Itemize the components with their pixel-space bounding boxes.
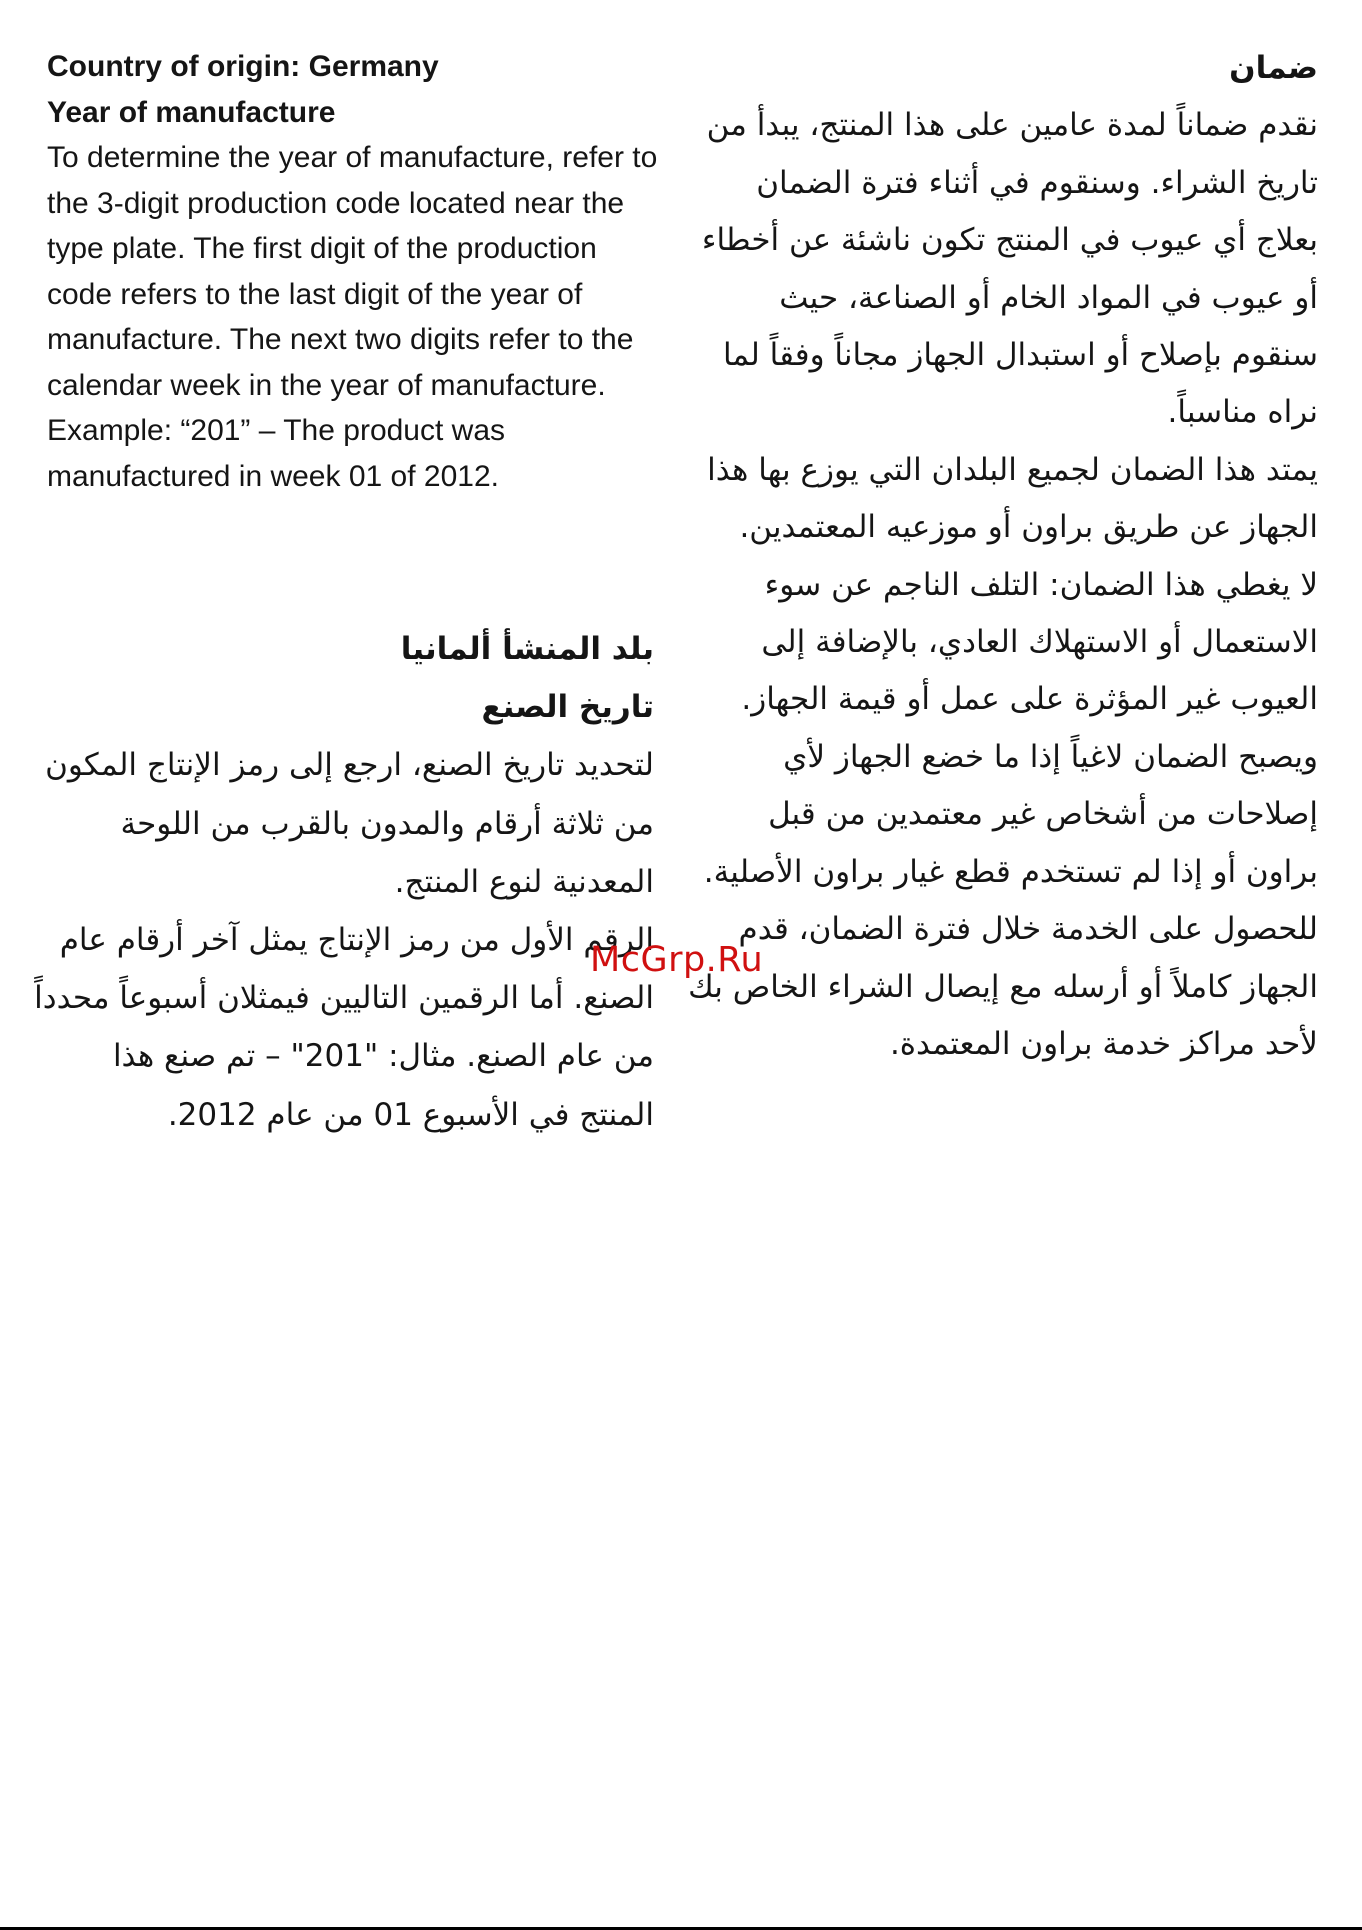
english-origin-section (47, 44, 667, 499)
arabic-year-heading: تاريخ الصنع (481, 689, 654, 726)
warranty-paragraph-4: للحصول على الخدمة خلال فترة الضمان، قدم الجهاز كاملاً أو أرسله مع إيصال الشراء الخاص بك لأحد مراكز خدمة براون المعتمدة. (688, 911, 1318, 1062)
arabic-warranty-section (688, 40, 1318, 1073)
warranty-paragraph-1: نقدم ضماناً لمدة عامين على هذا المنتج، يبدأ من تاريخ الشراء. وسنقوم في أثناء فترة الضمان بعلاج أي عيوب في المنتج تكون ناشئة عن أخطاء أو عيوب في المواد الخام أو الصناعة، حيث سنقوم بإصلاح أو استبدال الجهاز مجاناً وفقاً لما نراه مناسباً. (701, 107, 1318, 431)
year-of-manufacture-heading: Year of manufacture (47, 95, 336, 129)
warranty-heading: ضمان (1229, 50, 1318, 86)
arabic-origin-paragraph-1: لتحديد تاريخ الصنع، ارجع إلى رمز الإنتاج المكون من ثلاثة أرقام والمدون بالقرب من اللوحة المعدنية لنوع المنتج. (45, 747, 654, 900)
watermark: McGrp.Ru (590, 940, 764, 980)
country-of-origin-heading: Country of origin: Germany (47, 50, 439, 83)
arabic-origin-section (34, 620, 654, 1144)
warranty-paragraph-2: يمتد هذا الضمان لجميع البلدان التي يوزع بها هذا الجهاز عن طريق براون أو موزعيه المعتمدين. (707, 451, 1318, 546)
arabic-country-heading: بلد المنشأ ألمانيا (400, 631, 654, 667)
example-text: Example: “201” – The product was manufactured in week 01 of 2012. (47, 414, 506, 493)
warranty-paragraph-3: لا يغطي هذا الضمان: التلف الناجم عن سوء الاستعمال أو الاستهلاك العادي، بالإضافة إلى العيوب غير المؤثرة على عمل أو قيمة الجهاز. ويصبح الضمان لاغياً إذا ما خضع الجهاز لأي إصلاحات من أشخاص غير معتمدين من قبل براون أو إذا لم تستخدم قطع غيار براون الأصلية. (703, 566, 1318, 890)
year-of-manufacture-text: To determine the year of manufacture, refer to the 3-digit production code located near the type plate. The first digit of the production code refers to the last digit of the year of manufacture. The next two digits refer to the calendar week in the year of manufacture. (47, 141, 658, 402)
arabic-origin-paragraph-2: الرقم الأول من رمز الإنتاج يمثل آخر أرقام عام الصنع. أما الرقمين التاليين فيمثلان أسبوعاً محدداً من عام الصنع. مثال: "201" – تم صنع هذا المنتج في الأسبوع 01 من عام 2012. (34, 922, 654, 1133)
